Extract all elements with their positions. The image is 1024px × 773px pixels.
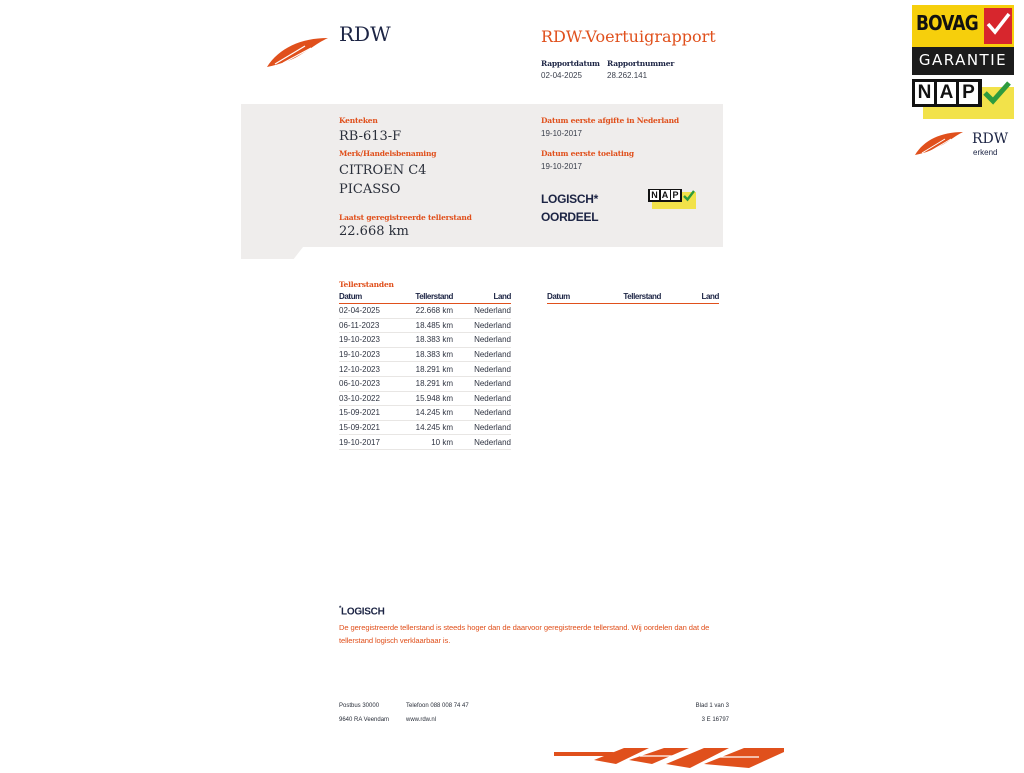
row-date: 03-10-2022 [339, 391, 399, 406]
report-date: 02-04-2025 [541, 71, 582, 80]
nap-large-n: N [915, 82, 934, 104]
make-line-1: CITROEN C4 [339, 163, 427, 178]
row-odometer: 22.668 km [399, 304, 453, 319]
rdw-erkend-name: RDW [972, 131, 1009, 147]
row-odometer: 18.291 km [399, 362, 453, 377]
row-odometer: 18.485 km [399, 318, 453, 333]
first-registration-nl: 19-10-2017 [541, 129, 582, 138]
row-country: Nederland [453, 333, 511, 348]
readings-title: Tellerstanden [339, 280, 394, 289]
make-line-2: PICASSO [339, 182, 401, 197]
table-row [339, 406, 511, 421]
report-date-label: Rapportdatum [541, 59, 600, 68]
nap-badge-large [912, 79, 1014, 119]
row-date: 15-09-2021 [339, 420, 399, 435]
brand-name: RDW [339, 22, 391, 46]
row-country: Nederland [453, 347, 511, 362]
row-date: 06-11-2023 [339, 318, 399, 333]
footer-code: 3 E 16797 [701, 717, 729, 723]
make-label: Merk/Handelsbenaming [339, 149, 437, 158]
nap-letter-p: P [672, 190, 679, 200]
row-date: 19-10-2023 [339, 333, 399, 348]
row-date: 19-10-2023 [339, 347, 399, 362]
panel-tab [241, 247, 303, 259]
row-odometer: 15.948 km [399, 391, 453, 406]
row-country: Nederland [453, 376, 511, 391]
table-row [339, 391, 511, 406]
col-date: Datum [339, 291, 399, 304]
decorative-stripes-icon [554, 746, 784, 768]
verdict-line-2: OORDEEL [541, 210, 599, 224]
row-odometer: 18.383 km [399, 347, 453, 362]
readings-table-continued [547, 291, 719, 304]
garantie-label: GARANTIE [918, 51, 1008, 69]
table-row [339, 347, 511, 362]
first-registration-nl-label: Datum eerste afgifte in Nederland [541, 116, 679, 125]
nap-badge-small [648, 189, 696, 209]
nap-letter-a: A [661, 190, 669, 200]
checkmark-icon [682, 189, 696, 202]
bovag-label: BOVAG [916, 11, 978, 35]
plate-label: Kenteken [339, 116, 378, 125]
bovag-check-icon [984, 8, 1012, 44]
footer-web: www.rdw.nl [406, 717, 437, 723]
col-date-2: Datum [547, 291, 607, 304]
col-country-2: Land [661, 291, 719, 304]
rdw-erkend-sub: erkend [973, 148, 998, 157]
row-country: Nederland [453, 420, 511, 435]
row-date: 12-10-2023 [339, 362, 399, 377]
row-country: Nederland [453, 406, 511, 421]
col-country: Land [453, 291, 511, 304]
nap-large-p: P [959, 82, 978, 104]
row-date: 06-10-2023 [339, 376, 399, 391]
col-odometer-2: Tellerstand [607, 291, 661, 304]
readings-table [339, 291, 511, 450]
report-title: RDW-Voertuigrapport [541, 27, 716, 46]
bovag-badge [912, 5, 1014, 75]
row-date: 02-04-2025 [339, 304, 399, 319]
odometer-label: Laatst geregistreerde tellerstand [339, 213, 472, 222]
plate-value: RB-613-F [339, 129, 402, 144]
row-date: 15-09-2021 [339, 406, 399, 421]
nap-check-icon [982, 79, 1012, 107]
nap-large-a: A [937, 82, 956, 104]
verdict-line-1: LOGISCH* [541, 192, 598, 206]
row-odometer: 10 km [399, 435, 453, 450]
table-row [339, 376, 511, 391]
footer-address-1: Postbus 30000 [339, 703, 380, 709]
row-odometer: 18.291 km [399, 376, 453, 391]
row-country: Nederland [453, 318, 511, 333]
row-country: Nederland [453, 435, 511, 450]
report-number: 28.262.141 [607, 71, 648, 80]
row-date: 19-10-2017 [339, 435, 399, 450]
row-country: Nederland [453, 391, 511, 406]
note-title-text: LOGISCH [341, 606, 385, 618]
table-row [339, 304, 511, 319]
row-country: Nederland [453, 304, 511, 319]
note-star: * [339, 606, 342, 612]
nap-letter-n: N [651, 190, 658, 200]
row-odometer: 18.383 km [399, 333, 453, 348]
note-title [339, 606, 385, 617]
col-odometer: Tellerstand [399, 291, 453, 304]
table-row [339, 362, 511, 377]
footer-phone: Telefoon 088 008 74 47 [406, 703, 469, 709]
rdw-logo-icon [265, 34, 331, 70]
footer-page: Blad 1 van 3 [695, 703, 729, 709]
table-row [339, 435, 511, 450]
first-admission: 19-10-2017 [541, 162, 582, 171]
table-row [339, 420, 511, 435]
rdw-erkend-logo-icon [914, 128, 964, 158]
report-number-label: Rapportnummer [607, 59, 675, 68]
vehicle-info-panel [241, 104, 723, 247]
table-row [339, 333, 511, 348]
table-row [339, 318, 511, 333]
row-country: Nederland [453, 362, 511, 377]
row-odometer: 14.245 km [399, 420, 453, 435]
first-admission-label: Datum eerste toelating [541, 149, 634, 158]
odometer-value: 22.668 km [339, 224, 409, 239]
note-text: De geregistreerde tellerstand is steeds hoger dan de daarvoor geregistreerde tellerstand. Wij oordelen dan dat de tellerstand logisch verklaarbaar is. [339, 623, 710, 645]
footer-address-2: 9640 RA Veendam [339, 717, 390, 723]
row-odometer: 14.245 km [399, 406, 453, 421]
